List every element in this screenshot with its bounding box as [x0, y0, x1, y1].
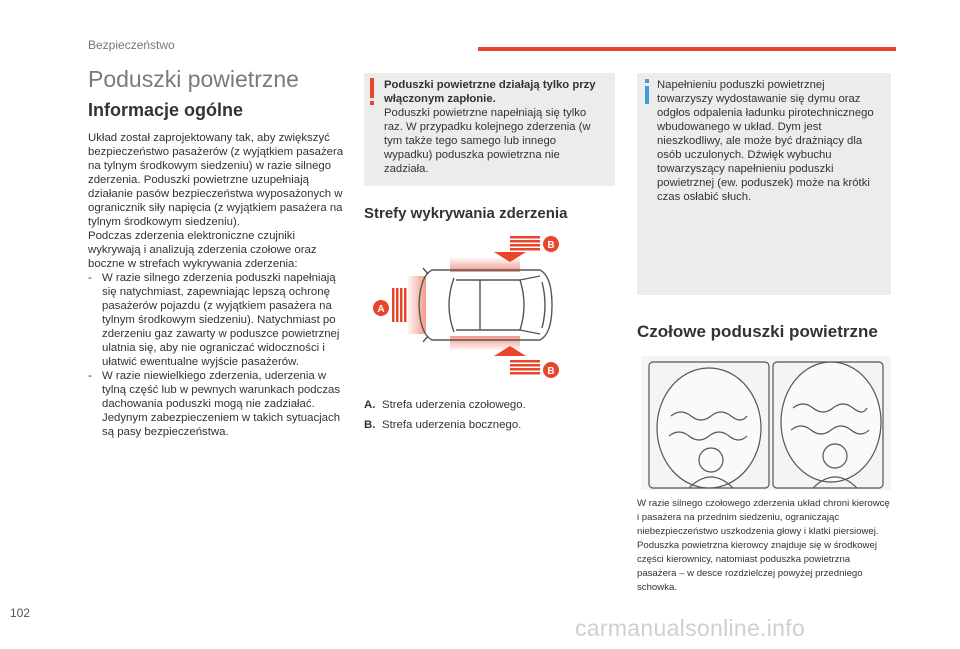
list-item-text: W razie silnego zderzenia poduszki napełniają się natychmiast, zapewniając lepszą ochronę pasażerów pojazdu (z wyjątkiem pasażera na tylnym środkowym siedzeniu). Natychmiast po zderzeniu gaz zawarty w poduszce powietrznej ulatnia się, aby nie ograniczać widoczności i ułatwić ewentualne wyjście pasażerów. [102, 272, 340, 368]
zone-label-text: B [547, 240, 555, 251]
info-text: Napełnieniu poduszki powietrznej towarzyszy wydostawanie się dymu oraz odgłos odpalenia ładunku pirotechnicznego wbudowanego w układ. Dym jest nieszkodliwy, ale może być drażniący dla osób uczulonych. Dźwięk wybuchu towarzyszący napełnieniu poduszki powietrznej (ew. poduszek) może na krótki czas osłabić słuch. [657, 79, 874, 203]
info-box [637, 73, 891, 295]
general-text [88, 131, 346, 439]
section-header: Bezpieczeństwo [88, 38, 175, 52]
legend-text: Strefa uderzenia czołowego. [382, 399, 526, 411]
list-item-text: W razie niewielkiego zderzenia, uderzenia w tylną część lub w pewnych warunkach podczas dachowania poduszki mogą nie zadziałać. Jedynym zabezpieczeniem w takich sytuacjach są pasy bezpieczeństwa. [102, 370, 341, 438]
warning-bold: Poduszki powietrzne działają tylko przy włączonym zapłonie. [384, 79, 596, 105]
general-para-1: Układ został zaprojektowany tak, aby zwiększyć bezpieczeństwo pasażerów (z wyjątkiem pasażera na tylnym środkowym siedzeniu) w razie silnego zderzenia. Poduszki powietrzne uzupełniają działanie pasów bezpieczeństwa wyposażonych w ogranicznik siły napięcia (z wyjątkiem pasażera na tylnym środkowym siedzeniu). [88, 132, 344, 228]
list-item [88, 271, 346, 369]
car-diagram [370, 228, 560, 386]
exclamation-icon [370, 78, 374, 106]
legend-text: Strefa uderzenia bocznego. [382, 419, 522, 431]
warning-text [384, 78, 607, 176]
car-outline [419, 268, 552, 342]
list-item [88, 369, 346, 439]
zone-label-b-bottom [543, 362, 559, 378]
legend-key: B. [364, 419, 376, 431]
front-impact-zone [392, 276, 426, 334]
zone-label-text: A [377, 304, 385, 315]
front-caption: W razie silnego czołowego zderzenia układ chroni kierowcę i pasażera na przednim siedzeniu, ograniczając niebezpieczeństwo uszkodzenia głowy i klatki piersiowej. Poduszka powietrzna kierowcy znajduje się w środkowej części kierownicy, natomiast poduszka powietrzna pasażera – w desce rozdzielczej powyżej przedniego schowka. [637, 498, 890, 593]
front-heading: Czołowe poduszki powietrzne [637, 322, 878, 341]
info-icon [645, 79, 649, 104]
side-impact-zone-bottom [450, 336, 540, 375]
header-rule [478, 47, 896, 51]
legend-item [364, 415, 526, 435]
page-number: 102 [10, 606, 31, 620]
zones-legend [364, 395, 526, 435]
front-airbags-illustration [641, 356, 891, 490]
page-title: Poduszki powietrzne [88, 66, 299, 92]
legend-item [364, 395, 526, 415]
warning-box [364, 73, 615, 186]
zone-label-a [373, 300, 389, 316]
side-impact-zone-top [450, 236, 540, 272]
zone-label-text: B [547, 366, 555, 377]
general-para-2: Podczas zderzenia elektroniczne czujniki wykrywają i analizują zderzenia czołowe oraz boczne w strefach wykrywania zderzenia: [88, 230, 317, 270]
zones-heading: Strefy wykrywania zderzenia [364, 205, 568, 222]
list-dash: - [88, 370, 92, 382]
legend-key: A. [364, 399, 376, 411]
list-dash: - [88, 272, 92, 284]
zone-label-b-top [543, 236, 559, 252]
warning-body: Poduszki powietrzne napełniają się tylko raz. W przypadku kolejnego zderzenia (w tym także tego samego lub innego wypadku) poduszka powietrzna nie zadziała. [384, 107, 591, 175]
watermark: carmanualsonline.info [575, 615, 806, 641]
general-heading: Informacje ogólne [88, 100, 244, 120]
